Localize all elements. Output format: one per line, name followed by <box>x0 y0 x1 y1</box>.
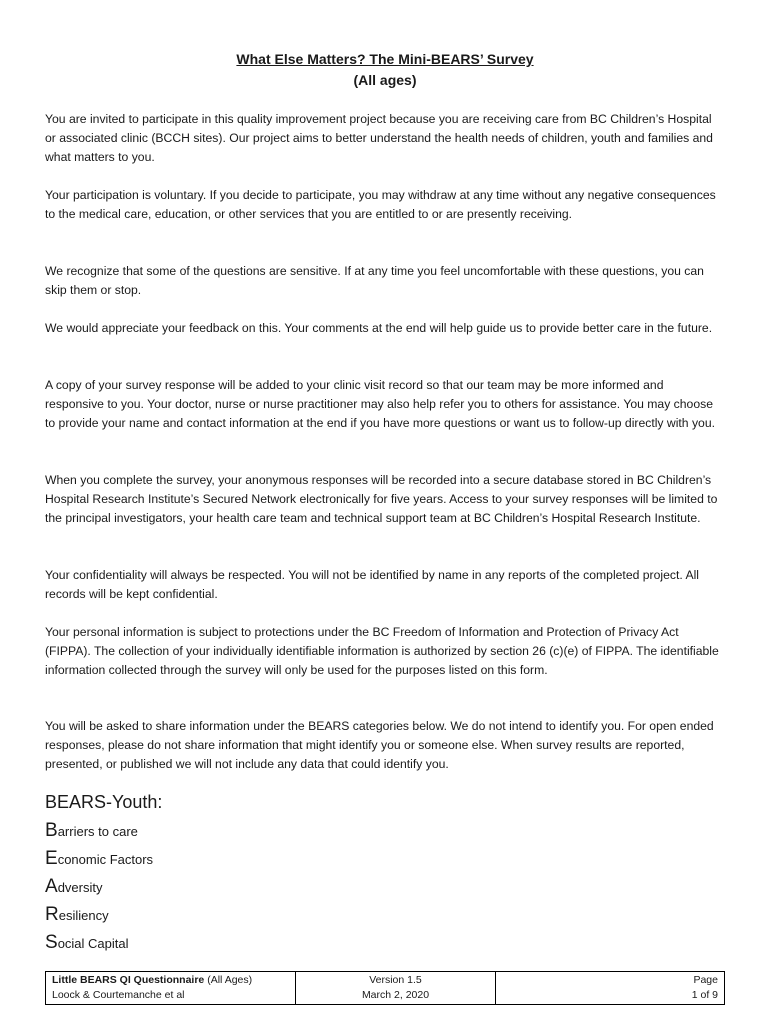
bears-item-economic <box>45 848 153 870</box>
bears-item-adversity <box>45 876 102 898</box>
bears-initial: R <box>45 904 59 925</box>
bears-label: ocial Capital <box>57 936 129 951</box>
bears-item-barriers <box>45 820 138 842</box>
bears-label: dversity <box>57 880 103 895</box>
bears-item-resiliency <box>45 904 109 926</box>
paragraph-database: When you complete the survey, your anonymous responses will be recorded into a secure database stored in BC Children’s Hospital Research Institute’s Secured Network electronically for five years. Access to your survey responses will be limited to the principal investigators, your health care team and technical support team at BC Children’s Hospital Research Institute. <box>45 473 718 525</box>
footer-date: March 2, 2020 <box>361 989 430 1001</box>
page-subtitle: (All ages) <box>353 72 417 88</box>
bears-initial: A <box>45 876 58 897</box>
paragraph-feedback: We would appreciate your feedback on this. Your comments at the end will help guide us to provide better care in the future. <box>45 321 713 335</box>
bears-item-social <box>45 932 129 954</box>
page-footer <box>45 971 725 1005</box>
paragraph-invitation: You are invited to participate in this quality improvement project because you are receiving care from BC Children’s Hospital or associated clinic (BCCH sites). Our project aims to better understand the health needs of children, youth and families and what matters to you. <box>45 112 713 164</box>
paragraph-sensitive: We recognize that some of the questions are sensitive. If at any time you feel uncomfortable with these questions, you can skip them or stop. <box>45 264 704 297</box>
bears-heading: BEARS-Youth: <box>45 792 163 812</box>
paragraph-voluntary: Your participation is voluntary. If you decide to participate, you may withdraw at any time without any negative consequences to the medical care, education, or other services that you are entitled to or are presently receiving. <box>45 188 716 221</box>
title-block <box>0 49 770 91</box>
paragraph-bears-info: You will be asked to share information under the BEARS categories below. We do not intend to identify you. For open ended responses, please do not share information that might identify you or someone else. When survey results are reported, presented, or published we will not include any data that could identify you. <box>45 719 714 771</box>
footer-doc-scope: (All Ages) <box>204 974 253 986</box>
bears-label: esiliency <box>58 908 109 923</box>
footer-doc-name: Little BEARS QI Questionnaire <box>52 974 205 986</box>
bears-label: conomic Factors <box>57 852 154 867</box>
bears-label: arriers to care <box>57 824 138 839</box>
footer-version: Version 1.5 <box>369 974 422 986</box>
bears-initial: B <box>45 820 58 841</box>
paragraph-confidentiality: Your confidentiality will always be respected. You will not be identified by name in any reports of the completed project. All records will be kept confidential. <box>45 568 699 601</box>
page-title: What Else Matters? The Mini-BEARS’ Survey <box>236 51 534 67</box>
bears-initial: E <box>45 848 58 869</box>
footer-authors: Loock & Courtemanche et al <box>52 989 185 1001</box>
paragraph-fippa: Your personal information is subject to protections under the BC Freedom of Information and Protection of Privacy Act (FIPPA). The collection of your individually identifiable information is authorized by section 26 (c)(e) of FIPPA. The identifiable information collected through the survey will only be used for the purposes listed on this form. <box>45 625 719 677</box>
footer-version-cell <box>296 972 496 1004</box>
footer-page-number: 1 of 9 <box>691 989 718 1001</box>
footer-page-label: Page <box>693 974 718 986</box>
footer-page-cell <box>496 972 724 1004</box>
paragraph-copy: A copy of your survey response will be added to your clinic visit record so that our team may be more informed and responsive to you. Your doctor, nurse or nurse practitioner may also help refer you to others for assistance. You may choose to provide your name and contact information at the end if you have more questions or want us to follow-up directly with you. <box>45 378 715 430</box>
footer-document-cell <box>46 972 296 1004</box>
bears-initial: S <box>45 932 58 953</box>
